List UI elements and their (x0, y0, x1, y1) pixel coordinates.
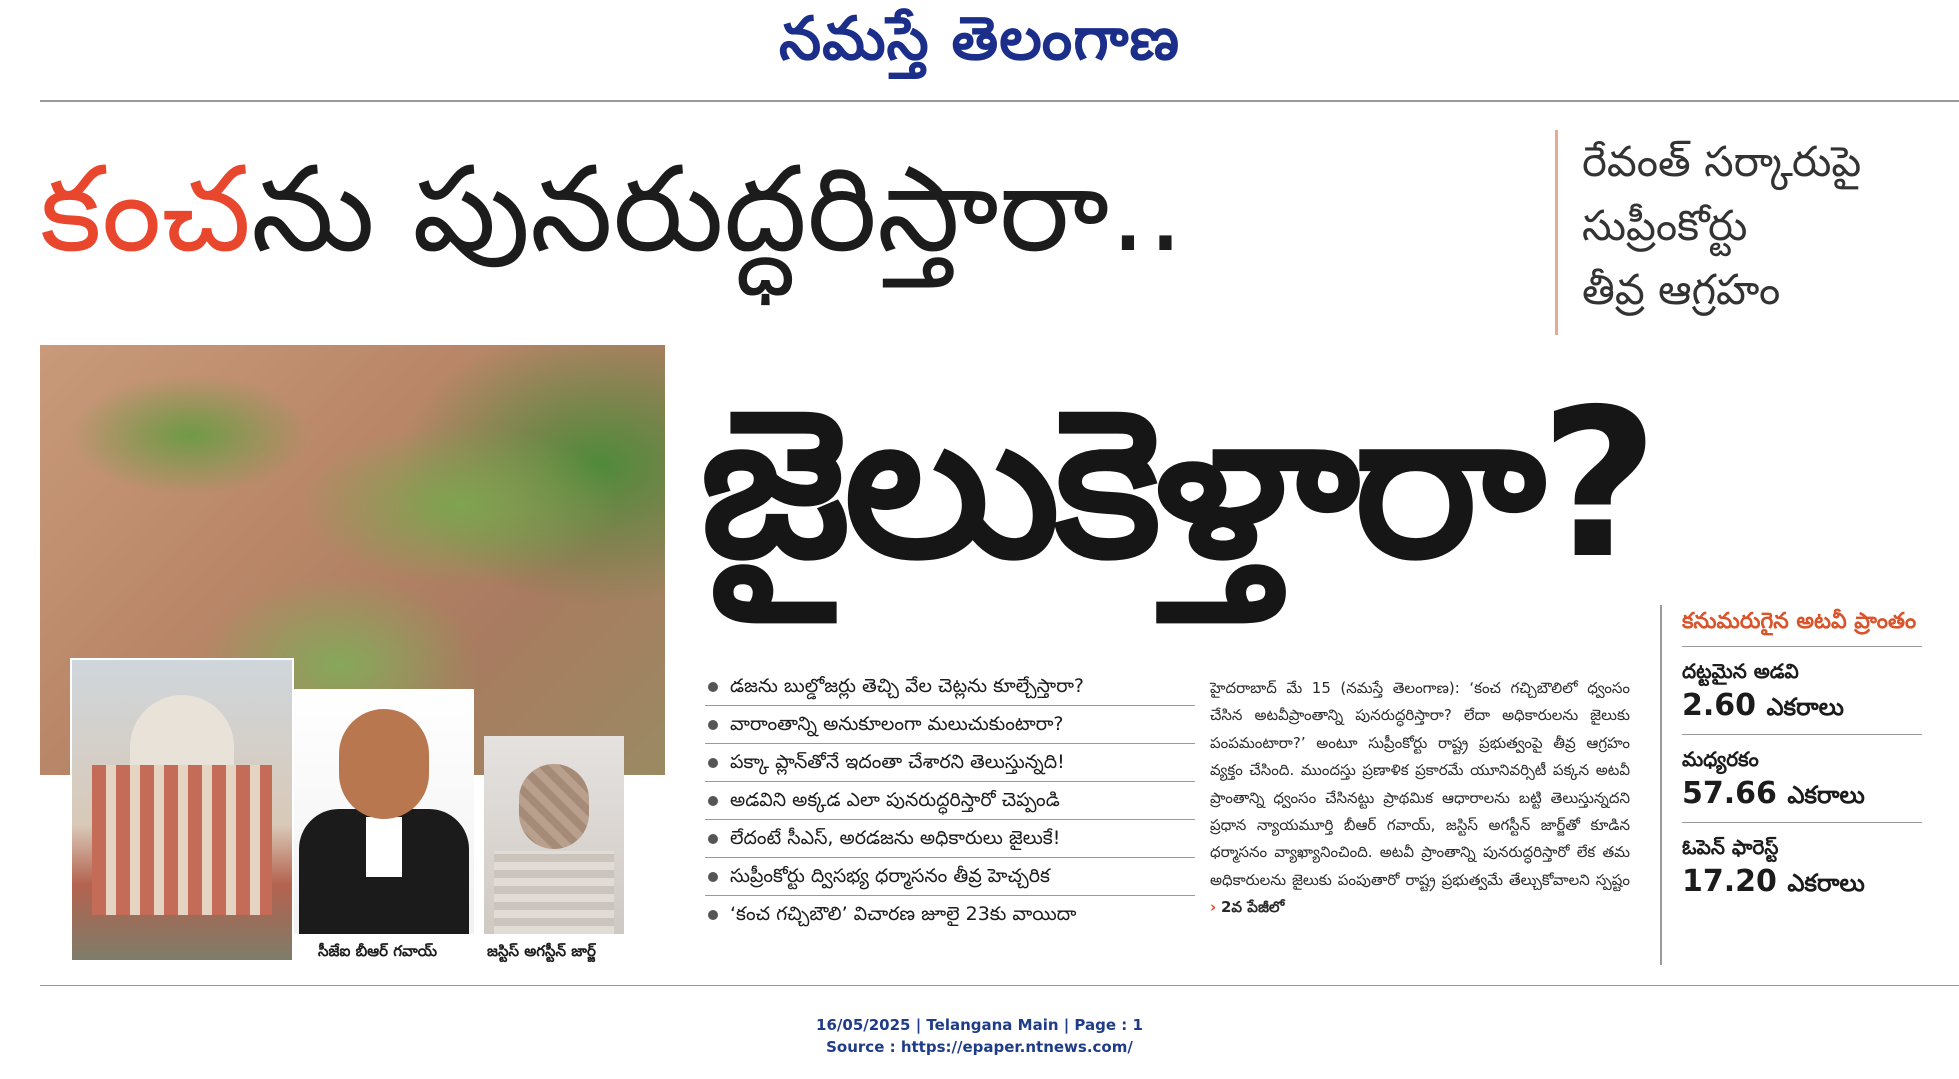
judge-collar (366, 817, 402, 877)
justice-photo (484, 736, 624, 934)
caption-cji: సీజేఐ బీఆర్ గవాయ్ (318, 942, 438, 960)
fact-item (1682, 647, 1922, 735)
bullet-dot (708, 796, 718, 806)
bullet-dot (708, 910, 718, 920)
fact-label: మధ్యరకం (1682, 747, 1759, 771)
fact-value: 17.20 ఎకరాలు (1682, 864, 1865, 899)
bullet-dot (708, 834, 718, 844)
justice-body (494, 851, 614, 934)
side-deck (1555, 130, 1959, 335)
story-body (1210, 675, 1630, 922)
bullet-dot (708, 720, 718, 730)
fact-label: దట్టమైన అడవి (1682, 659, 1799, 683)
justice-head (519, 764, 589, 849)
judge-head (339, 709, 429, 819)
continued-arrow-icon: › (1210, 898, 1217, 917)
fact-value: 2.60 ఎకరాలు (1682, 688, 1844, 723)
headline-lead-rest: ను పునరుద్ధరిస్తారా.. (251, 140, 1185, 278)
headline-main: జైలుకెళ్తారా? (700, 366, 1653, 604)
side-deck-line: రేవంత్ సర్కారుపై (1582, 137, 1862, 186)
masthead-title: నమస్తే తెలంగాణ (778, 4, 1181, 74)
bullet-dot (708, 758, 718, 768)
fact-value: 57.66 ఎకరాలు (1682, 776, 1865, 811)
list-item: ‘కంచ గచ్చిబౌలి’ విచారణ జూలై 23కు వాయిదా (705, 896, 1195, 933)
court-building (92, 765, 272, 915)
headline-lead-red: కంచ (40, 140, 252, 278)
footer-date-line: 16/05/2025 | Telangana Main | Page : 1 (816, 1016, 1143, 1034)
list-item: పక్కా ప్లాన్‌తోనే ఇదంతా చేశారని తెలుస్తున్నది! (705, 744, 1195, 782)
top-divider (40, 100, 1959, 102)
fact-label: ఓపెన్ ఫారెస్ట్ (1682, 835, 1779, 859)
bullet-dot (708, 872, 718, 882)
side-deck-line: సుప్రీంకోర్టు (1582, 201, 1748, 250)
court-dome (130, 695, 234, 765)
list-item: వారాంతాన్ని అనుకూలంగా మలుచుకుంటారా? (705, 706, 1195, 744)
fact-item (1682, 735, 1922, 823)
story-continued-link[interactable]: 2వ పేజీలో (1220, 898, 1285, 917)
bottom-divider (40, 985, 1959, 986)
footer-source-link[interactable]: Source : https://epaper.ntnews.com/ (826, 1038, 1133, 1056)
facts-heading: కనుమరుగైన అటవీ ప్రాంతం (1682, 605, 1922, 647)
cji-photo (294, 689, 474, 934)
list-item: లేదంటే సీఎస్, అరడజను అధికారులు జైలుకే! (705, 820, 1195, 858)
list-item: అడవిని అక్కడ ఎలా పునరుద్ధరిస్తారో చెప్పండి (705, 782, 1195, 820)
supreme-court-photo (70, 658, 294, 962)
list-item: డజను బుల్డోజర్లు తెచ్చి వేల చెట్లను కూల్చేస్తారా? (705, 668, 1195, 706)
bullet-list (705, 668, 1195, 933)
list-item: సుప్రీంకోర్టు ద్విసభ్య ధర్మాసనం తీవ్ర హెచ్చరిక (705, 858, 1195, 896)
fact-item (1682, 823, 1922, 910)
bullet-dot (708, 682, 718, 692)
story-text: హైదరాబాద్ మే 15 (నమస్తే తెలంగాణ): ‘కంచ గచ్చిబౌలిలో ధ్వంసం చేసిన అటవీప్రాంతాన్ని పునరుద్ధరిస్తారా? లేదా అధికారులను జైలుకు పంపమంటారా?’ అంటూ సుప్రీంకోర్టు రాష్ట్ర ప్రభుత్వంపై తీవ్ర ఆగ్రహం వ్యక్తం చేసింది. ముందస్తు ప్రణాళిక ప్రకారమే యూనివర్సిటీ పక్కన అటవీ ప్రాంతాన్ని ధ్వంసం చేసినట్టు ప్రాథమిక ఆధారాలను బట్టి తెలుస్తున్నదని ప్రధాన న్యాయమూర్తి బీఆర్ గవాయ్, జస్టిస్ అగస్టీన్ జార్జ్‌తో కూడిన ధర్మాసనం వ్యాఖ్యానించింది. అటవీ ప్రాంతాన్ని పునరుద్ధరిస్తారో లేక తమ అధికారులను జైలుకు పంపుతారో రాష్ట్ర ప్రభుత్వమే తేల్చుకోవాలని స్పష్టం (1210, 679, 1630, 889)
side-deck-line: తీవ్ర ఆగ్రహం (1582, 265, 1781, 314)
headline-lead (40, 124, 1184, 294)
facts-box (1660, 605, 1922, 965)
caption-justice: జస్టిస్ అగస్టీన్ జార్జ్ (487, 942, 596, 960)
